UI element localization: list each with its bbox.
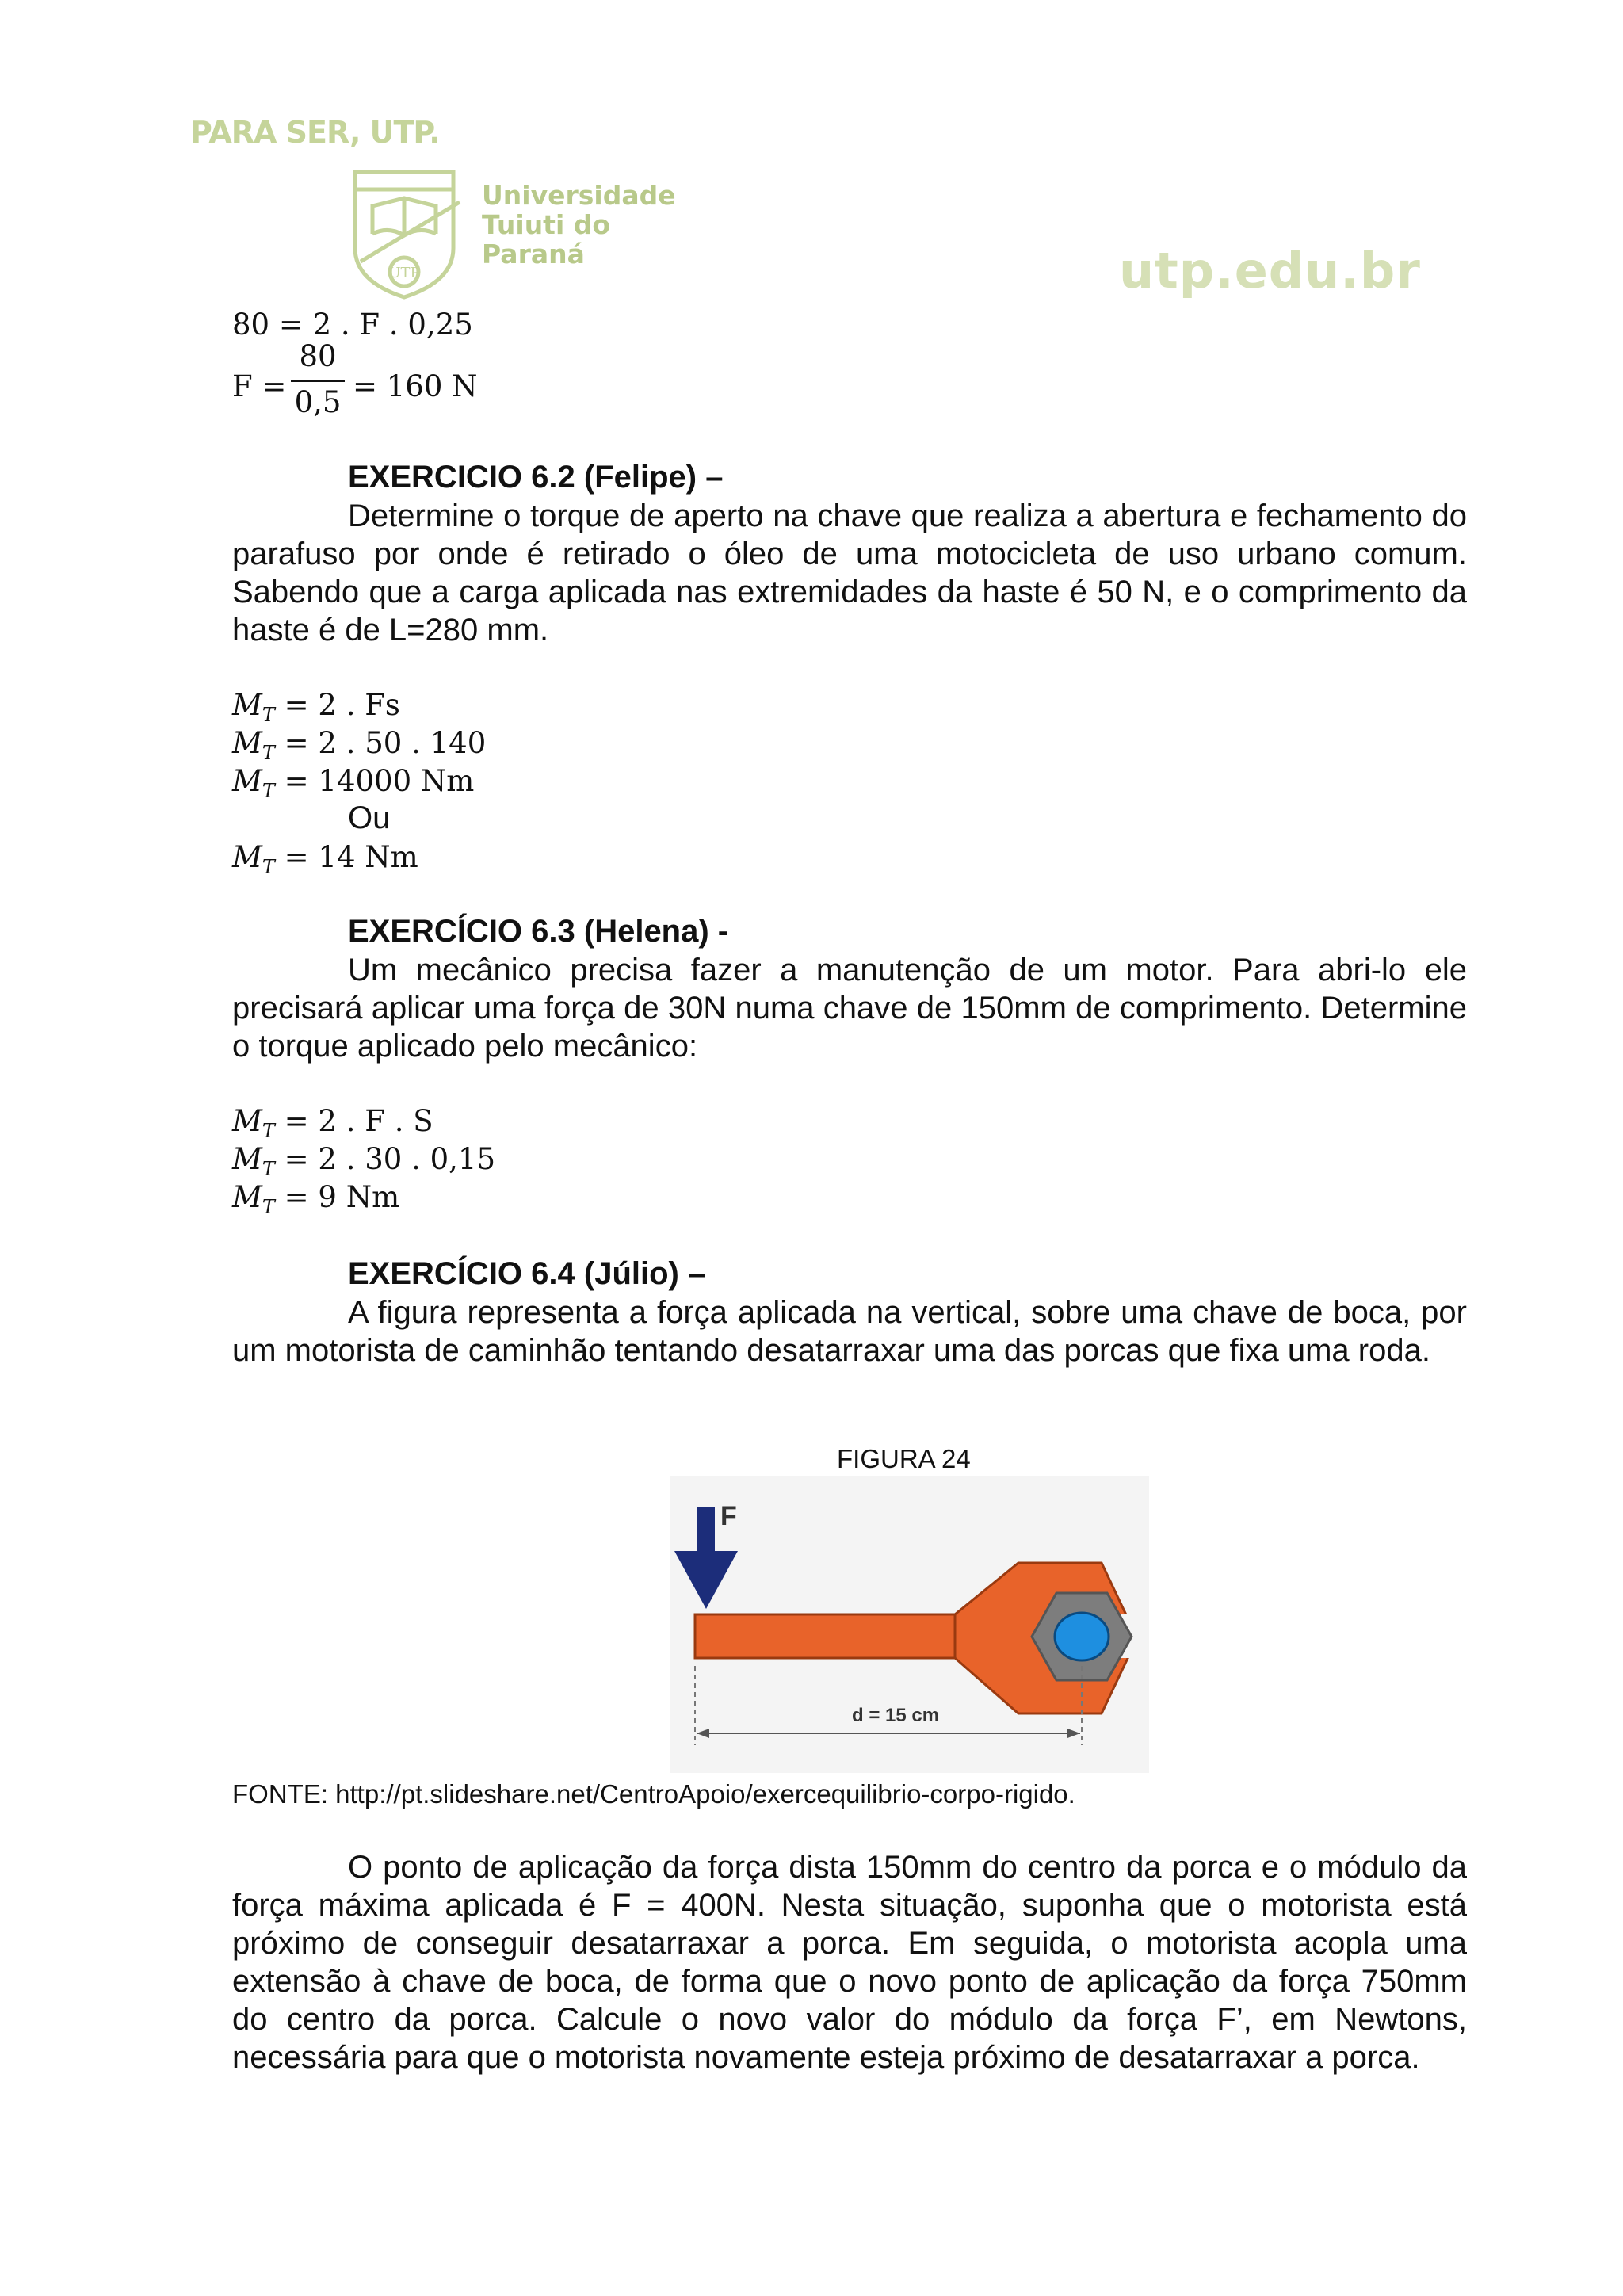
ex63-equation-2: $M_T = 2$ . 30 . 0,15: [232, 1142, 496, 1180]
ex62-equation-4: $M_T = 14$ Nm: [232, 840, 418, 878]
fraction-lhs: F =: [232, 369, 287, 403]
force-label: F: [720, 1501, 737, 1531]
intro-fraction-equation: [232, 339, 502, 426]
bolt-circle: [1055, 1613, 1109, 1660]
intro-equation-1: 80 = 2 . F . 0,25: [232, 308, 473, 342]
dimension-label: d = 15 cm: [852, 1705, 940, 1726]
exercise-6-4-text: A figura representa a força aplicada na vertical, sobre uma chave de boca, por um motorista de caminhão tentando desatarraxar uma das porcas que fixa uma roda.: [232, 1295, 1467, 1368]
website-label: utp.edu.br: [1119, 242, 1421, 300]
figure-caption: FIGURA 24: [837, 1444, 971, 1473]
wrench-handle: [695, 1614, 955, 1658]
header-slogan: PARA SER, UTP.: [190, 115, 440, 150]
university-name-line-1: Universidade: [482, 180, 676, 211]
fraction-rhs: = 160 N: [353, 369, 478, 403]
ex63-equation-1: $M_T = 2$ . F . S: [232, 1104, 433, 1142]
ex62-equation-2: $M_T = 2$ . 50 . 140: [232, 726, 487, 764]
wrench-figure: [670, 1476, 1149, 1773]
exercise-6-4-text-2: O ponto de aplicação da força dista 150mm do centro da porca e o módulo da força máxima aplicada é F = 400N. Nesta situação, suponha que o motorista está próximo de conseguir desatarraxar a porca. Em seguida, o motorista acopla uma extensão à chave de boca, de forma que o novo ponto de aplicação da força 750mm do centro da porca. Calcule o novo valor do módulo da força F’, em Newtons, necessária para que o motorista novamente esteja próximo de desatarraxar a porca.: [232, 1850, 1467, 2075]
ex62-equation-1: $M_T = 2$ . Fs: [232, 688, 400, 726]
fraction-bar: [291, 380, 345, 382]
exercise-6-3-text: Um mecânico precisa fazer a manutenção de um motor. Para abri-lo ele precisará aplicar uma força de 30N numa chave de 150mm de comprimento. Determine o torque aplicado pelo mecânico:: [232, 953, 1467, 1064]
ex62-equation-3: $M_T = 14000$ Nm: [232, 764, 475, 802]
university-logo: [341, 162, 468, 301]
exercise-6-2-heading: EXERCICIO 6.2 (Felipe) –: [348, 460, 724, 495]
exercise-6-3-heading: EXERCÍCIO 6.3 (Helena) -: [348, 914, 729, 949]
exercise-6-2-text: Determine o torque de aperto na chave que realiza a abertura e fechamento do parafuso por onde é retirado o óleo de uma motocicleta de uso urbano comum. Sabendo que a carga aplicada nas extremidades da haste é 50 N, e o comprimento da haste é de L=280 mm.: [232, 499, 1467, 648]
fraction-denominator: 0,5: [294, 385, 342, 419]
ex63-equation-3: $M_T = 9$ Nm: [232, 1180, 400, 1218]
exercise-6-4-heading: EXERCÍCIO 6.4 (Júlio) –: [348, 1256, 706, 1291]
ex62-or-label: Ou: [348, 800, 391, 835]
svg-text:UTP: UTP: [388, 265, 420, 281]
university-name: [482, 181, 676, 269]
university-name-line-3: Paraná: [482, 239, 585, 269]
university-name-line-2: Tuiuti do: [482, 209, 611, 240]
figure-source: FONTE: http://pt.slideshare.net/CentroApoio/exercequilibrio-corpo-rigido.: [232, 1779, 1075, 1809]
fraction-numerator: 80: [299, 339, 337, 373]
